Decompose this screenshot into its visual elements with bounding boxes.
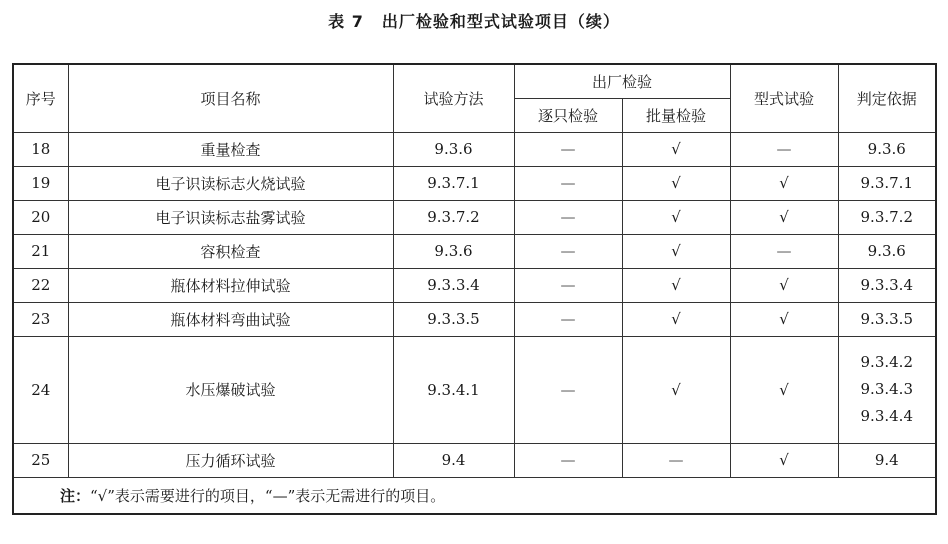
- cell-name: 水压爆破试验: [68, 336, 393, 443]
- cell-type: √: [730, 268, 838, 302]
- cell-type: √: [730, 302, 838, 336]
- cell-method: 9.3.6: [393, 132, 514, 166]
- cell-method: 9.3.7.2: [393, 200, 514, 234]
- cell-basis: [838, 336, 936, 443]
- cell-seq: 25: [13, 443, 68, 477]
- note-text: “√”表示需要进行的项目，“—”表示无需进行的项目。: [90, 486, 446, 505]
- table-row: [13, 132, 936, 166]
- cell-basis: [838, 302, 936, 336]
- table-body: [13, 132, 936, 477]
- cell-each: —: [514, 200, 622, 234]
- table-row: [13, 166, 936, 200]
- cell-each: —: [514, 336, 622, 443]
- cell-batch: √: [622, 132, 730, 166]
- cell-seq: 24: [13, 336, 68, 443]
- cell-batch: √: [622, 200, 730, 234]
- basis-ref: 9.3.3.4: [860, 275, 913, 294]
- cell-each: —: [514, 443, 622, 477]
- cell-method: 9.4: [393, 443, 514, 477]
- cell-type: √: [730, 200, 838, 234]
- basis-ref: 9.3.6: [867, 139, 906, 158]
- cell-seq: 20: [13, 200, 68, 234]
- cell-basis: [838, 443, 936, 477]
- cell-each: —: [514, 166, 622, 200]
- cell-type: √: [730, 166, 838, 200]
- cell-batch: —: [622, 443, 730, 477]
- cell-batch: √: [622, 302, 730, 336]
- cell-seq: 23: [13, 302, 68, 336]
- cell-seq: 19: [13, 166, 68, 200]
- table-caption: [0, 9, 948, 32]
- note-label: 注：: [60, 486, 91, 505]
- table-number: 表 7: [328, 12, 364, 31]
- cell-batch: √: [622, 268, 730, 302]
- basis-ref: 9.4: [874, 450, 899, 469]
- header-each: 逐只检验: [514, 98, 622, 132]
- note-row: [13, 477, 936, 514]
- cell-basis: [838, 268, 936, 302]
- table-row: [13, 443, 936, 477]
- cell-batch: √: [622, 336, 730, 443]
- table-note: [13, 477, 936, 514]
- cell-type: √: [730, 336, 838, 443]
- cell-method: 9.3.3.4: [393, 268, 514, 302]
- header-method: 试验方法: [393, 64, 514, 132]
- cell-each: —: [514, 234, 622, 268]
- cell-seq: 22: [13, 268, 68, 302]
- table-row: [13, 302, 936, 336]
- header-type: 型式试验: [730, 64, 838, 132]
- inspection-table: [12, 63, 937, 515]
- basis-ref: 9.3.6: [867, 241, 906, 260]
- cell-basis: [838, 132, 936, 166]
- cell-basis: [838, 166, 936, 200]
- cell-batch: √: [622, 234, 730, 268]
- table-row: [13, 268, 936, 302]
- cell-method: 9.3.6: [393, 234, 514, 268]
- header-name: 项目名称: [68, 64, 393, 132]
- cell-name: 重量检查: [68, 132, 393, 166]
- cell-name: 电子识读标志盐雾试验: [68, 200, 393, 234]
- cell-name: 瓶体材料弯曲试验: [68, 302, 393, 336]
- cell-seq: 18: [13, 132, 68, 166]
- basis-ref: 9.3.4.3: [860, 380, 913, 398]
- cell-basis: [838, 200, 936, 234]
- basis-ref: 9.3.7.2: [860, 207, 913, 226]
- header-factory: 出厂检验: [514, 64, 730, 98]
- basis-ref: 9.3.7.1: [860, 173, 913, 192]
- cell-name: 瓶体材料拉伸试验: [68, 268, 393, 302]
- cell-each: —: [514, 132, 622, 166]
- cell-type: —: [730, 132, 838, 166]
- header-basis: 判定依据: [838, 64, 936, 132]
- cell-seq: 21: [13, 234, 68, 268]
- cell-method: 9.3.3.5: [393, 302, 514, 336]
- table-title: 出厂检验和型式试验项目（续）: [381, 12, 620, 31]
- cell-basis: [838, 234, 936, 268]
- table-row: [13, 336, 936, 443]
- header-seq: 序号: [13, 64, 68, 132]
- cell-method: 9.3.4.1: [393, 336, 514, 443]
- table-row: [13, 200, 936, 234]
- header-row: [13, 64, 936, 98]
- cell-name: 容积检查: [68, 234, 393, 268]
- header-batch: 批量检验: [622, 98, 730, 132]
- cell-each: —: [514, 268, 622, 302]
- cell-type: √: [730, 443, 838, 477]
- cell-each: —: [514, 302, 622, 336]
- cell-name: 电子识读标志火烧试验: [68, 166, 393, 200]
- basis-ref: 9.3.4.2: [860, 353, 913, 371]
- basis-ref: 9.3.4.4: [860, 407, 913, 425]
- basis-ref: 9.3.3.5: [860, 309, 913, 328]
- table-row: [13, 234, 936, 268]
- cell-batch: √: [622, 166, 730, 200]
- cell-method: 9.3.7.1: [393, 166, 514, 200]
- cell-name: 压力循环试验: [68, 443, 393, 477]
- cell-type: —: [730, 234, 838, 268]
